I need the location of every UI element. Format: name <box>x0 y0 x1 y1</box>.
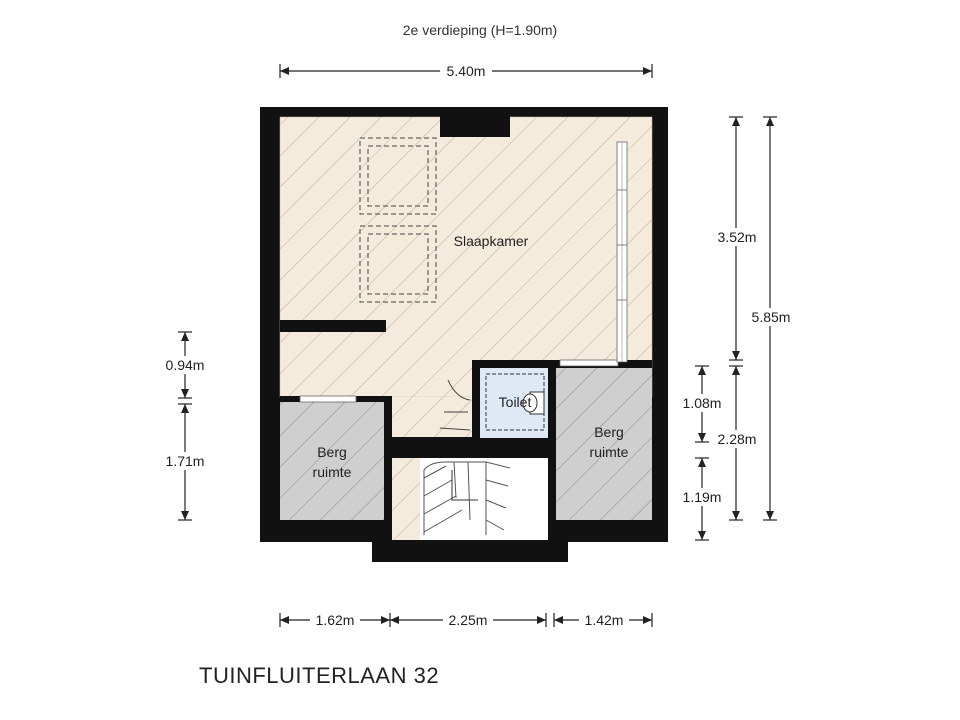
window-right <box>617 142 627 362</box>
bedroom-floor <box>280 117 652 397</box>
dim-right-mid: 1.08m <box>682 395 722 411</box>
dim-right-upper: 3.52m <box>717 229 757 245</box>
landing-floor <box>392 397 472 437</box>
storage-right <box>556 360 652 520</box>
address-title: TUINFLUITERLAAN 32 <box>199 663 440 688</box>
floor-label: 2e verdieping (H=1.90m) <box>402 22 558 38</box>
toilet-wall-left <box>472 360 480 460</box>
dim-right-total: 5.85m <box>751 309 791 325</box>
room-label-storage-right-1: Berg <box>594 424 624 440</box>
dim-left-lower: 1.71m <box>165 453 205 469</box>
stair-side-floor <box>392 458 420 540</box>
dim-bottom-left: 1.62m <box>315 612 355 628</box>
room-label-bedroom: Slaapkamer <box>453 233 529 249</box>
partition-wall <box>280 320 386 332</box>
dim-bottom-middle: 2.25m <box>448 612 488 628</box>
room-label-toilet: Toilet <box>498 394 532 410</box>
room-label-storage-right-2: ruimte <box>589 444 629 460</box>
dim-left-upper: 0.94m <box>165 357 205 373</box>
dim-right-bottom: 1.19m <box>682 489 722 505</box>
stair-wall <box>392 437 420 458</box>
chimney-block <box>440 107 510 137</box>
dim-bottom-right: 1.42m <box>584 612 624 628</box>
dim-top-width: 5.40m <box>446 63 486 79</box>
dim-right-lower-total: 2.28m <box>717 431 757 447</box>
storage-left <box>280 396 392 527</box>
room-label-storage-left-2: ruimte <box>312 464 352 480</box>
room-label-storage-left-1: Berg <box>317 444 347 460</box>
